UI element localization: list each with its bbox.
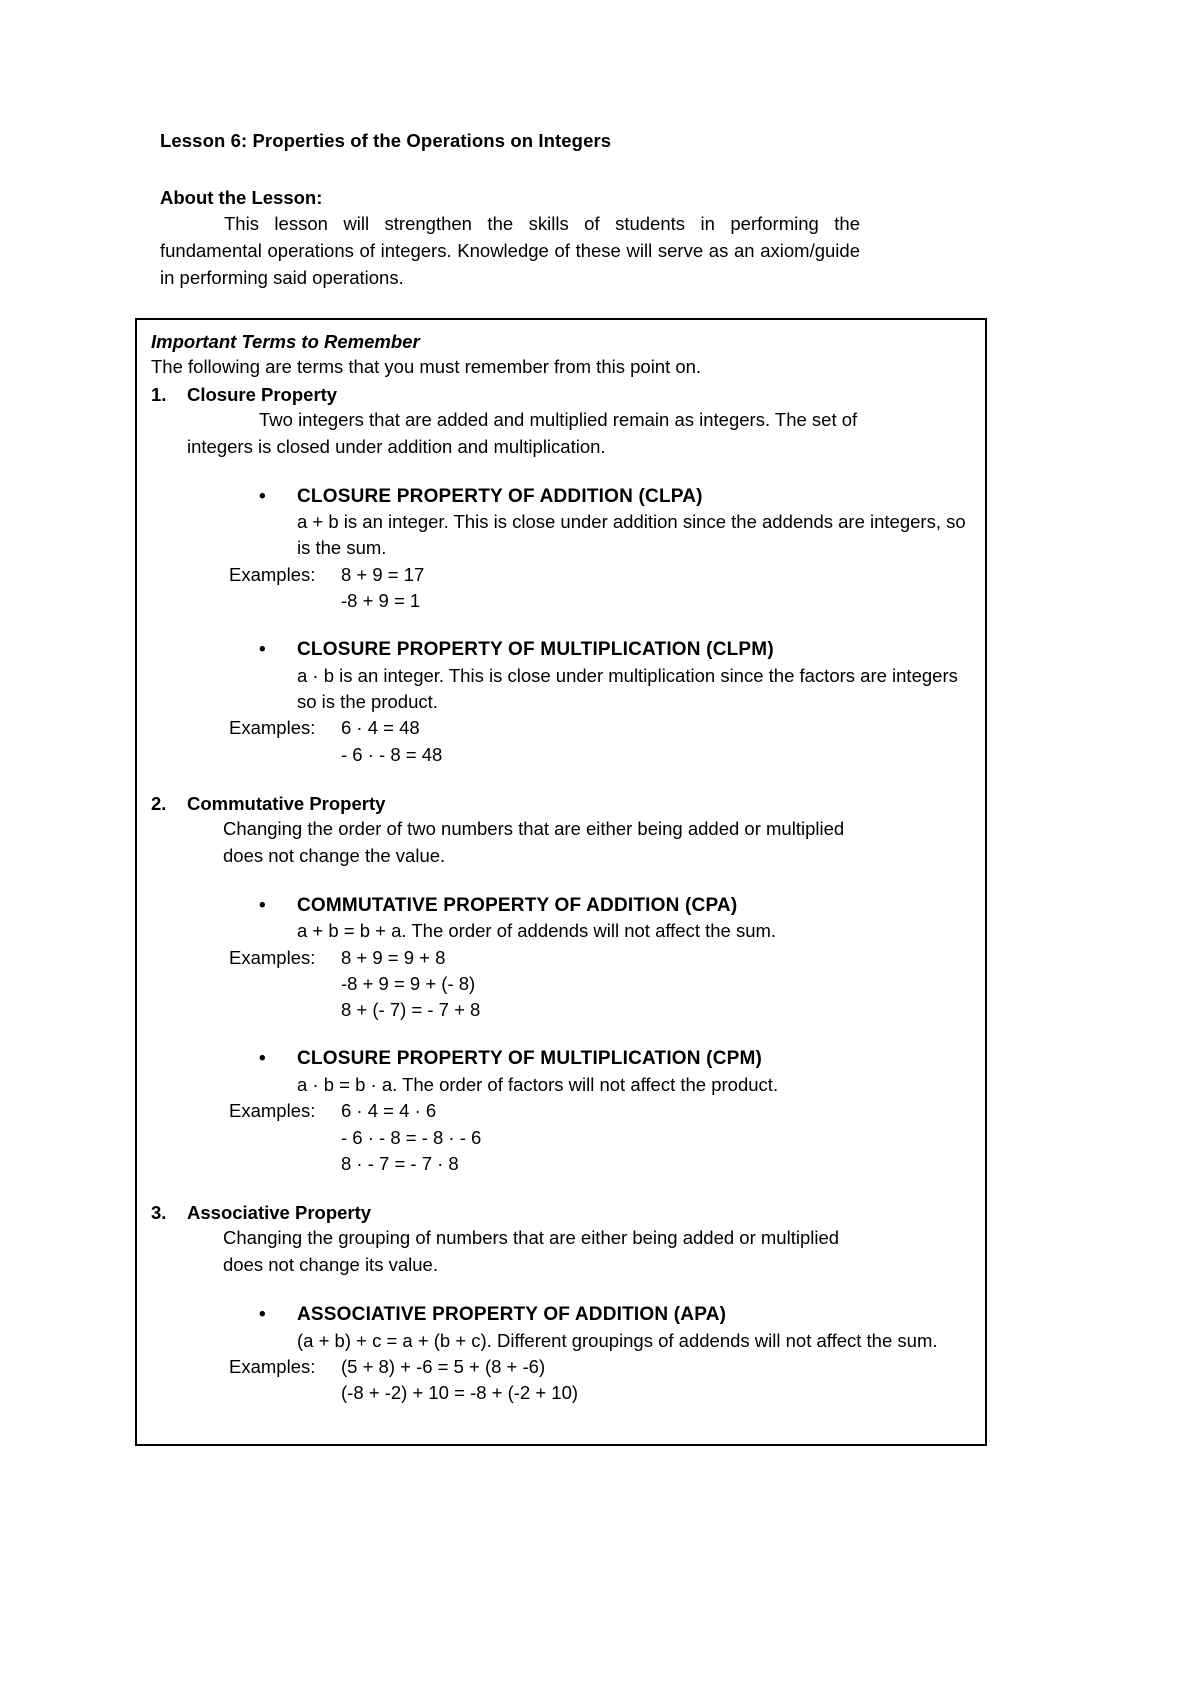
property-number: 1. [151, 383, 167, 405]
about-body [160, 211, 860, 291]
example-value: - 6 · - 8 = - 8 · - 6 [341, 1126, 482, 1148]
examples-block [229, 715, 969, 768]
property-name: Associative Property [187, 1202, 372, 1224]
bullet-icon: • [259, 1303, 266, 1325]
subproperty-item [229, 638, 969, 768]
property-description-text: Changing the grouping of numbers that are either being added or multiplied does not change its value. [223, 1227, 840, 1276]
property-description-text: Two integers that are added and multiplied remain as integers. The set of integers is closed under addition and multiplication. [187, 408, 858, 457]
example-value: 8 + (- 7) = - 7 + 8 [341, 999, 481, 1021]
subproperty-statement: (a + b) + c = a + (b + c). Different groupings of addends will not affect the sum. [297, 1329, 938, 1351]
subproperty-heading [259, 1303, 969, 1328]
property-item [151, 792, 969, 1177]
bullet-icon: • [259, 1048, 266, 1070]
subproperty-item [229, 894, 969, 1024]
subproperty-item [229, 1303, 969, 1406]
property-heading [151, 1201, 969, 1225]
example-value: 6 · 4 = 4 · 6 [341, 1100, 437, 1122]
example-value: (5 + 8) + -6 = 5 + (8 + -6) [341, 1355, 546, 1377]
property-description-text: Changing the order of two numbers that are either being added or multiplied does not change the value. [223, 818, 845, 866]
subproperty-statement: a · b = b · a. The order of factors will not affect the product. [297, 1074, 779, 1096]
examples-block [229, 1098, 969, 1177]
subproperty-statement: a · b is an integer. This is close under multiplication since the factors are integers so is the product. [297, 664, 958, 713]
subproperty-item [229, 485, 969, 615]
examples-label: Examples: [229, 717, 316, 739]
property-heading [151, 792, 969, 816]
example-value: -8 + 9 = 1 [341, 590, 421, 611]
examples-label: Examples: [229, 1100, 316, 1122]
subproperty-title: CLOSURE PROPERTY OF MULTIPLICATION (CLPM) [297, 639, 774, 661]
subproperty-title: CLOSURE PROPERTY OF MULTIPLICATION (CPM) [297, 1048, 763, 1070]
example-value: 6 · 4 = 48 [341, 717, 420, 739]
subproperty-heading [259, 894, 969, 919]
examples-first-line [229, 1098, 969, 1124]
bullet-icon: • [259, 485, 266, 507]
about-the-lesson-section [160, 186, 1080, 292]
subproperty-title: COMMUTATIVE PROPERTY OF ADDITION (CPA) [297, 894, 738, 916]
example-value: - 6 · - 8 = 48 [341, 743, 443, 765]
examples-label: Examples: [229, 1355, 316, 1377]
about-body-text: This lesson will strengthen the skills of students in performing the fundamental operations of integers. Knowledge of these will serve as an axiom/guide in performing said operations. [160, 213, 860, 288]
bullet-icon: • [259, 639, 266, 661]
important-terms-box [135, 318, 987, 1446]
examples-block [229, 562, 969, 615]
property-name: Commutative Property [187, 793, 386, 815]
example-value: (-8 + -2) + 10 = -8 + (-2 + 10) [341, 1382, 579, 1404]
about-heading: About the Lesson: [160, 187, 323, 209]
examples-label: Examples: [229, 563, 316, 585]
subproperty-title: ASSOCIATIVE PROPERTY OF ADDITION (APA) [297, 1303, 727, 1325]
example-value: 8 + 9 = 9 + 8 [341, 946, 446, 968]
property-number: 3. [151, 1202, 167, 1224]
property-name: Closure Property [187, 383, 338, 405]
property-heading [151, 383, 969, 407]
property-item [151, 383, 969, 768]
property-number: 2. [151, 793, 167, 815]
examples-first-line [229, 562, 969, 588]
examples-first-line [229, 1354, 969, 1380]
examples-first-line [229, 715, 969, 741]
example-value: -8 + 9 = 9 + (- 8) [341, 972, 476, 994]
examples-first-line [229, 945, 969, 971]
examples-block [229, 945, 969, 1024]
subproperty-statement: a + b = b + a. The order of addends will not affect the sum. [297, 920, 777, 942]
example-value: 8 · - 7 = - 7 · 8 [341, 1152, 459, 1174]
subproperty-statement: a + b is an integer. This is close under addition since the addends are integers, so is the sum. [297, 511, 966, 559]
examples-label: Examples: [229, 946, 316, 968]
important-terms-title: Important Terms to Remember [151, 330, 420, 352]
subproperty-heading [259, 638, 969, 663]
example-value: 8 + 9 = 17 [341, 563, 425, 585]
subproperty-item [229, 1047, 969, 1177]
subproperty-title: CLOSURE PROPERTY OF ADDITION (CLPA) [297, 485, 703, 507]
bullet-icon: • [259, 894, 266, 916]
page-title: Lesson 6: Properties of the Operations on Integers [160, 130, 612, 151]
subproperty-heading [259, 485, 969, 510]
property-item [151, 1201, 969, 1406]
important-terms-subtitle: The following are terms that you must remember from this point on. [151, 355, 702, 377]
property-description [223, 1225, 863, 1279]
property-description [187, 407, 887, 461]
examples-block [229, 1354, 969, 1407]
property-description [223, 816, 863, 870]
subproperty-heading [259, 1047, 969, 1072]
